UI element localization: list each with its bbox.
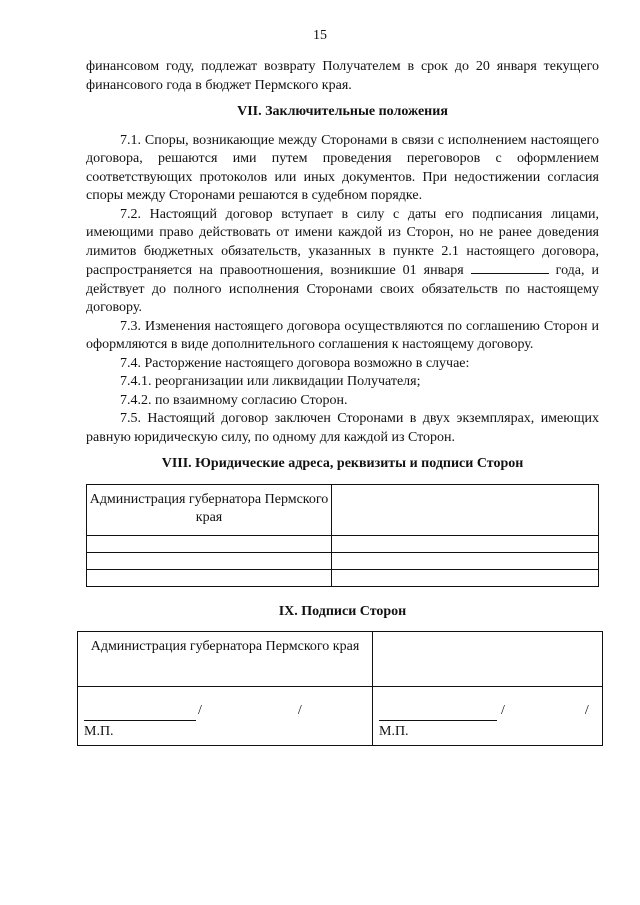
requisites-cell xyxy=(87,535,332,552)
slash: / xyxy=(501,703,505,718)
party-1-signature-name: Администрация губернатора Пермского края xyxy=(78,632,373,687)
slash: / xyxy=(297,703,302,718)
slash: / xyxy=(584,703,589,718)
page-number: 15 xyxy=(313,28,327,43)
clause-7-1: 7.1. Споры, возникающие между Сторонами в связи с исполнением настоящего договора, решаются ими путем проведения переговоров с оформлением соответствующих протоколов или иных документов. При недостижении согласия споры между Сторонами решаются в судебном порядке. xyxy=(86,132,599,203)
party-1-name: Администрация губернатора Пермского края xyxy=(87,484,332,535)
signature-line xyxy=(84,706,196,721)
clause-7-4: 7.4. Расторжение настоящего договора возможно в случае: xyxy=(120,355,470,371)
section-8-title: VIII. Юридические адреса, реквизиты и подписи Сторон xyxy=(161,456,524,471)
year-blank xyxy=(471,261,549,274)
stamp-label: М.П. xyxy=(379,723,409,739)
signatures-table xyxy=(77,631,603,746)
party-2-signature-name xyxy=(373,632,603,687)
stamp-label: М.П. xyxy=(84,723,114,739)
requisites-cell xyxy=(87,552,332,569)
clause-7-4-1: 7.4.1. реорганизации или ликвидации Получателя; xyxy=(120,374,421,389)
requisites-cell xyxy=(87,569,332,586)
signature-line xyxy=(379,706,497,721)
section-9-title: IX. Подписи Сторон xyxy=(278,603,407,619)
clause-7-3: 7.3. Изменения настоящего договора осуществляются по соглашению Сторон и оформляются в виде дополнительного соглашения к настоящему договору. xyxy=(86,318,599,352)
party-2-signature-cell xyxy=(373,687,603,746)
clause-7-4-2: 7.4.2. по взаимному согласию Сторон. xyxy=(120,392,348,408)
clause-7-2-part-a: 7.2. Настоящий договор вступает в силу с даты его подписания лицами, имеющими право действовать от имени каждой из Сторон, но не ранее доведения лимитов бюджетных обязательств, указанных в пункте 2.1 настоящего договора, распространяется на правоотношения, возникшие 01 января xyxy=(86,206,599,278)
section-7-title: VII. Заключительные положения xyxy=(237,104,448,119)
clause-7-5: 7.5. Настоящий договор заключен Сторонами в двух экземплярах, имеющих равную юридическую силу, по одному для каждой из Сторон. xyxy=(86,411,599,445)
intro-paragraph: финансовом году, подлежат возврату Получателем в срок до 20 января текущего финансового года в бюджет Пермского края. xyxy=(86,59,599,93)
clause-7-2-part-b: года, и действует до полного исполнения Сторонами своих обязательств по настоящему договору. xyxy=(86,263,599,315)
requisites-table xyxy=(86,484,599,587)
party-2-cell xyxy=(332,484,599,535)
document-body xyxy=(86,58,599,746)
party-1-signature-cell xyxy=(78,687,373,746)
slash: / xyxy=(198,703,202,718)
clause-7-2 xyxy=(86,206,599,318)
requisites-cell xyxy=(332,552,599,569)
requisites-cell xyxy=(332,535,599,552)
requisites-cell xyxy=(332,569,599,586)
